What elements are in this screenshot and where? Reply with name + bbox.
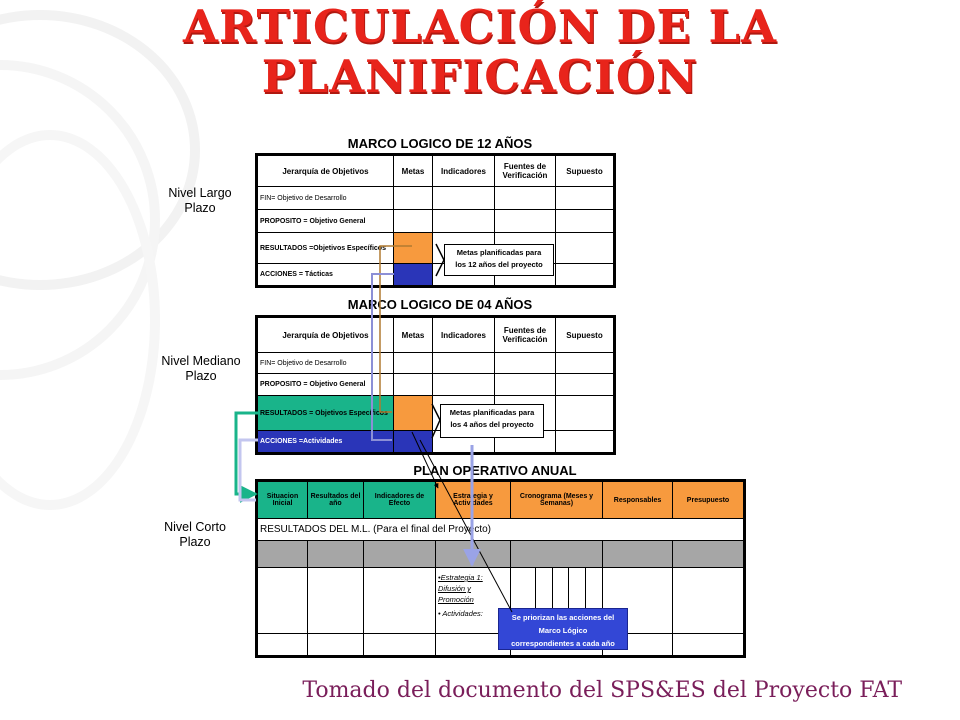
ml04-callout: Metas planificadas para los 4 años del proyecto <box>440 404 544 438</box>
priorizan-note-box: Se priorizan las acciones del Marco Lógico correspondientes a cada año <box>498 608 628 650</box>
header-situacion: Situacion Inicial <box>258 482 308 519</box>
poa-estrategia-cell: •Estrategia 1: Difusión y Promoción • Actividades: <box>436 568 511 634</box>
row-acciones: ACCIONES =Actividades <box>258 431 394 453</box>
title-line-1: ARTICULACIÓN DE LA <box>182 0 778 53</box>
ml04-title: MARCO LOGICO DE 04 AÑOS <box>347 297 533 312</box>
header-supuesto: Supuesto <box>556 156 614 187</box>
level-largo-plazo: Nivel Largo Plazo <box>168 186 232 215</box>
row-acciones: ACCIONES = Tácticas <box>258 264 394 286</box>
source-footer: Tomado del documento del SPS&ES del Proyecto FAT <box>302 678 902 703</box>
ml12-title: MARCO LOGICO DE 12 AÑOS <box>347 136 533 151</box>
header-jerarquia: Jerarquía de Objetivos <box>258 156 394 187</box>
row-proposito: PROPOSITO = Objetivo General <box>258 210 394 233</box>
row-proposito: PROPOSITO = Objetivo General <box>258 374 394 396</box>
header-fuentes: Fuentes de Verificación <box>495 156 556 187</box>
level-mediano-plazo: Nivel Mediano Plazo <box>161 354 241 383</box>
row-resultados: RESULTADOS = Objetivos Específicos <box>258 396 394 431</box>
header-indicadores: Indicadores <box>433 156 495 187</box>
header-jerarquia: Jerarquía de Objetivos <box>258 318 394 353</box>
header-responsables: Responsables <box>603 482 673 519</box>
title-line-2: PLANIFICACIÓN <box>261 50 699 103</box>
row-fin: FIN= Objetivo de Desarrollo <box>258 187 394 210</box>
row-resultados: RESULTADOS =Objetivos Específicos <box>258 233 394 264</box>
header-fuentes: Fuentes de Verificación <box>495 318 556 353</box>
ml12-callout: Metas planificadas para los 12 años del proyecto <box>444 244 554 276</box>
header-presupuesto: Presupuesto <box>673 482 744 519</box>
header-estrategia: Estrategia y Actividades <box>436 482 511 519</box>
header-supuesto: Supuesto <box>556 318 614 353</box>
header-indicadores: Indicadores <box>433 318 495 353</box>
header-resultados-anio: Resultados del año <box>308 482 364 519</box>
header-metas: Metas <box>394 318 433 353</box>
header-indicadores-efecto: Indicadores de Efecto <box>364 482 436 519</box>
link-ml12-acciones <box>372 274 394 440</box>
header-cronograma: Cronograma (Meses y Semanas) <box>511 482 603 519</box>
poa-title: PLAN OPERATIVO ANUAL <box>413 463 577 478</box>
link-ml12-resultados <box>380 246 412 412</box>
arrow-to-bluebox <box>420 440 512 612</box>
poa-resultados-row: RESULTADOS DEL M.L. (Para el final del Proyecto) <box>258 519 744 541</box>
level-corto-plazo: Nivel Corto Plazo <box>164 520 226 549</box>
header-metas: Metas <box>394 156 433 187</box>
row-fin: FIN= Objetivo de Desarrollo <box>258 353 394 374</box>
link-ml04-acciones <box>240 440 258 500</box>
arrow-to-estrategia <box>412 432 438 488</box>
